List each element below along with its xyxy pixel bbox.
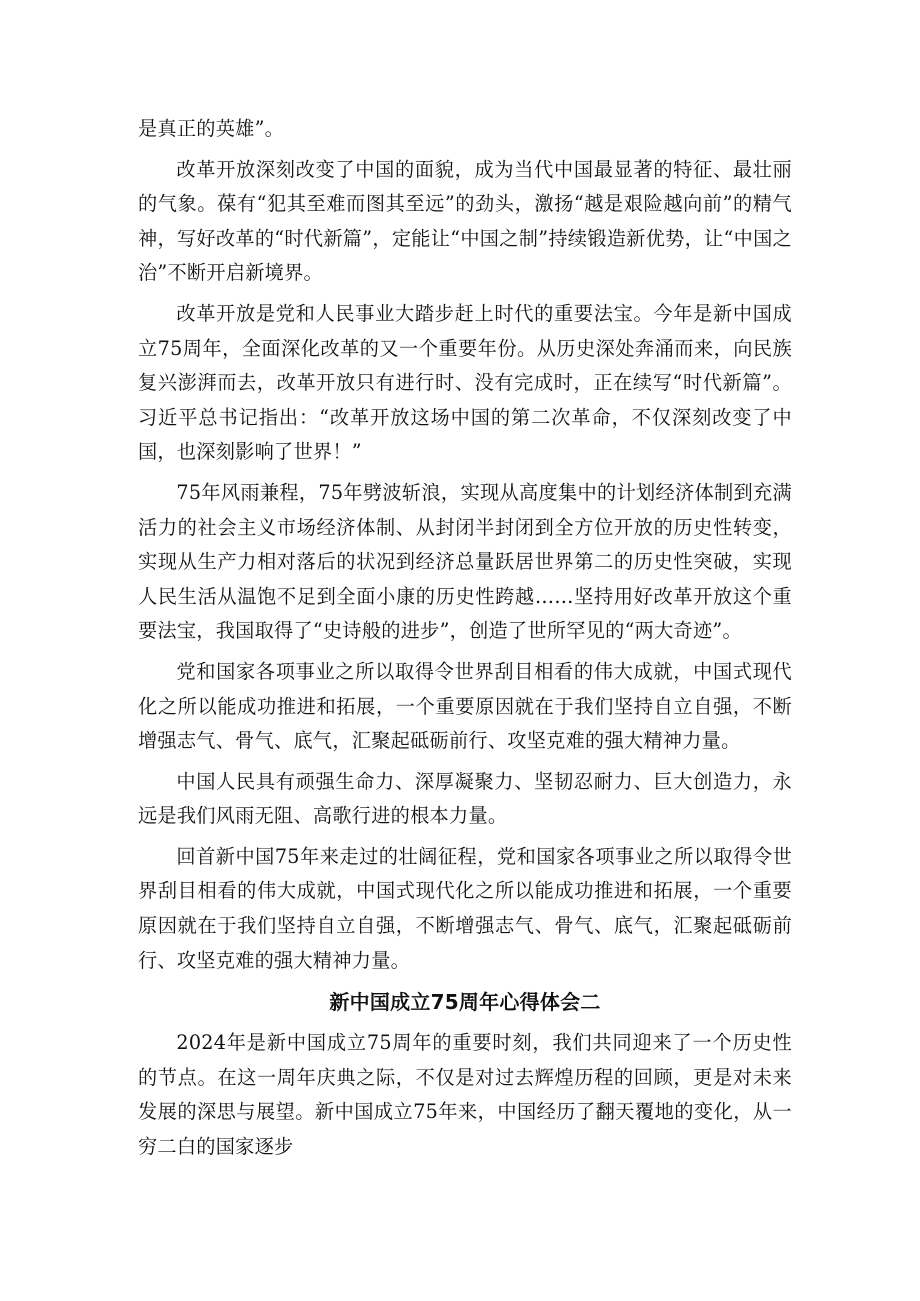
paragraph: 是真正的英雄”。 [138, 117, 285, 140]
paragraph: 2024年是新中国成立75周年的重要时刻，我们共同迎来了一个历史性的节点。在这一周年庆典之际，不仅是对过去辉煌历程的回顾，更是对未来发展的深思与展望。新中国成立75年来，中国经历了翻天覆地的变化，从一穷二白的国家逐步 [138, 1031, 792, 1159]
paragraph: 改革开放深刻改变了中国的面貌，成为当代中国最显著的特征、最壮丽的气象。葆有“犯其至难而图其至远”的劲头，激扬“越是艰险越向前”的精气神，写好改革的“时代新篇”，定能让“中国之制”持续锻造新优势，让“中国之治”不断开启新境界。 [138, 157, 792, 285]
paragraph: 75年风雨兼程，75年劈波斩浪，实现从高度集中的计划经济体制到充满活力的社会主义市场经济体制、从封闭半封闭到全方位开放的历史性转变，实现从生产力相对落后的状况到经济总量跃居世界第二的历史性突破，实现人民生活从温饱不足到全面小康的历史性跨越……坚持用好改革开放这个重要法宝，我国取得了“史诗般的进步”，创造了世所罕见的“两大奇迹”。 [138, 480, 792, 643]
paragraph: 改革开放是党和人民事业大踏步赶上时代的重要法宝。今年是新中国成立75周年，全面深化改革的又一个重要年份。从历史深处奔涌而来，向民族复兴澎湃而去，改革开放只有进行时、没有完成时，正在续写“时代新篇”。习近平总书记指出：“改革开放这场中国的第二次革命，不仅深刻改变了中国，也深刻影响了世界！” [138, 301, 792, 464]
document-page [138, 112, 792, 1171]
paragraph: 中国人民具有顽强生命力、深厚凝聚力、坚韧忍耐力、巨大创造力，永远是我们风雨无阻、高歌行进的根本力量。 [138, 769, 792, 828]
section-heading: 新中国成立75周年心得体会二 [329, 990, 601, 1015]
paragraph: 回首新中国75年来走过的壮阔征程，党和国家各项事业之所以取得令世界刮目相看的伟大成就，中国式现代化之所以能成功推进和拓展，一个重要原因就在于我们坚持自立自强，不断增强志气、骨气、底气，汇聚起砥砺前行、攻坚克难的强大精神力量。 [138, 844, 792, 972]
paragraph: 党和国家各项事业之所以取得令世界刮目相看的伟大成就，中国式现代化之所以能成功推进和拓展，一个重要原因就在于我们坚持自立自强，不断增强志气、骨气、底气，汇聚起砥砺前行、攻坚克难的强大精神力量。 [138, 659, 792, 753]
